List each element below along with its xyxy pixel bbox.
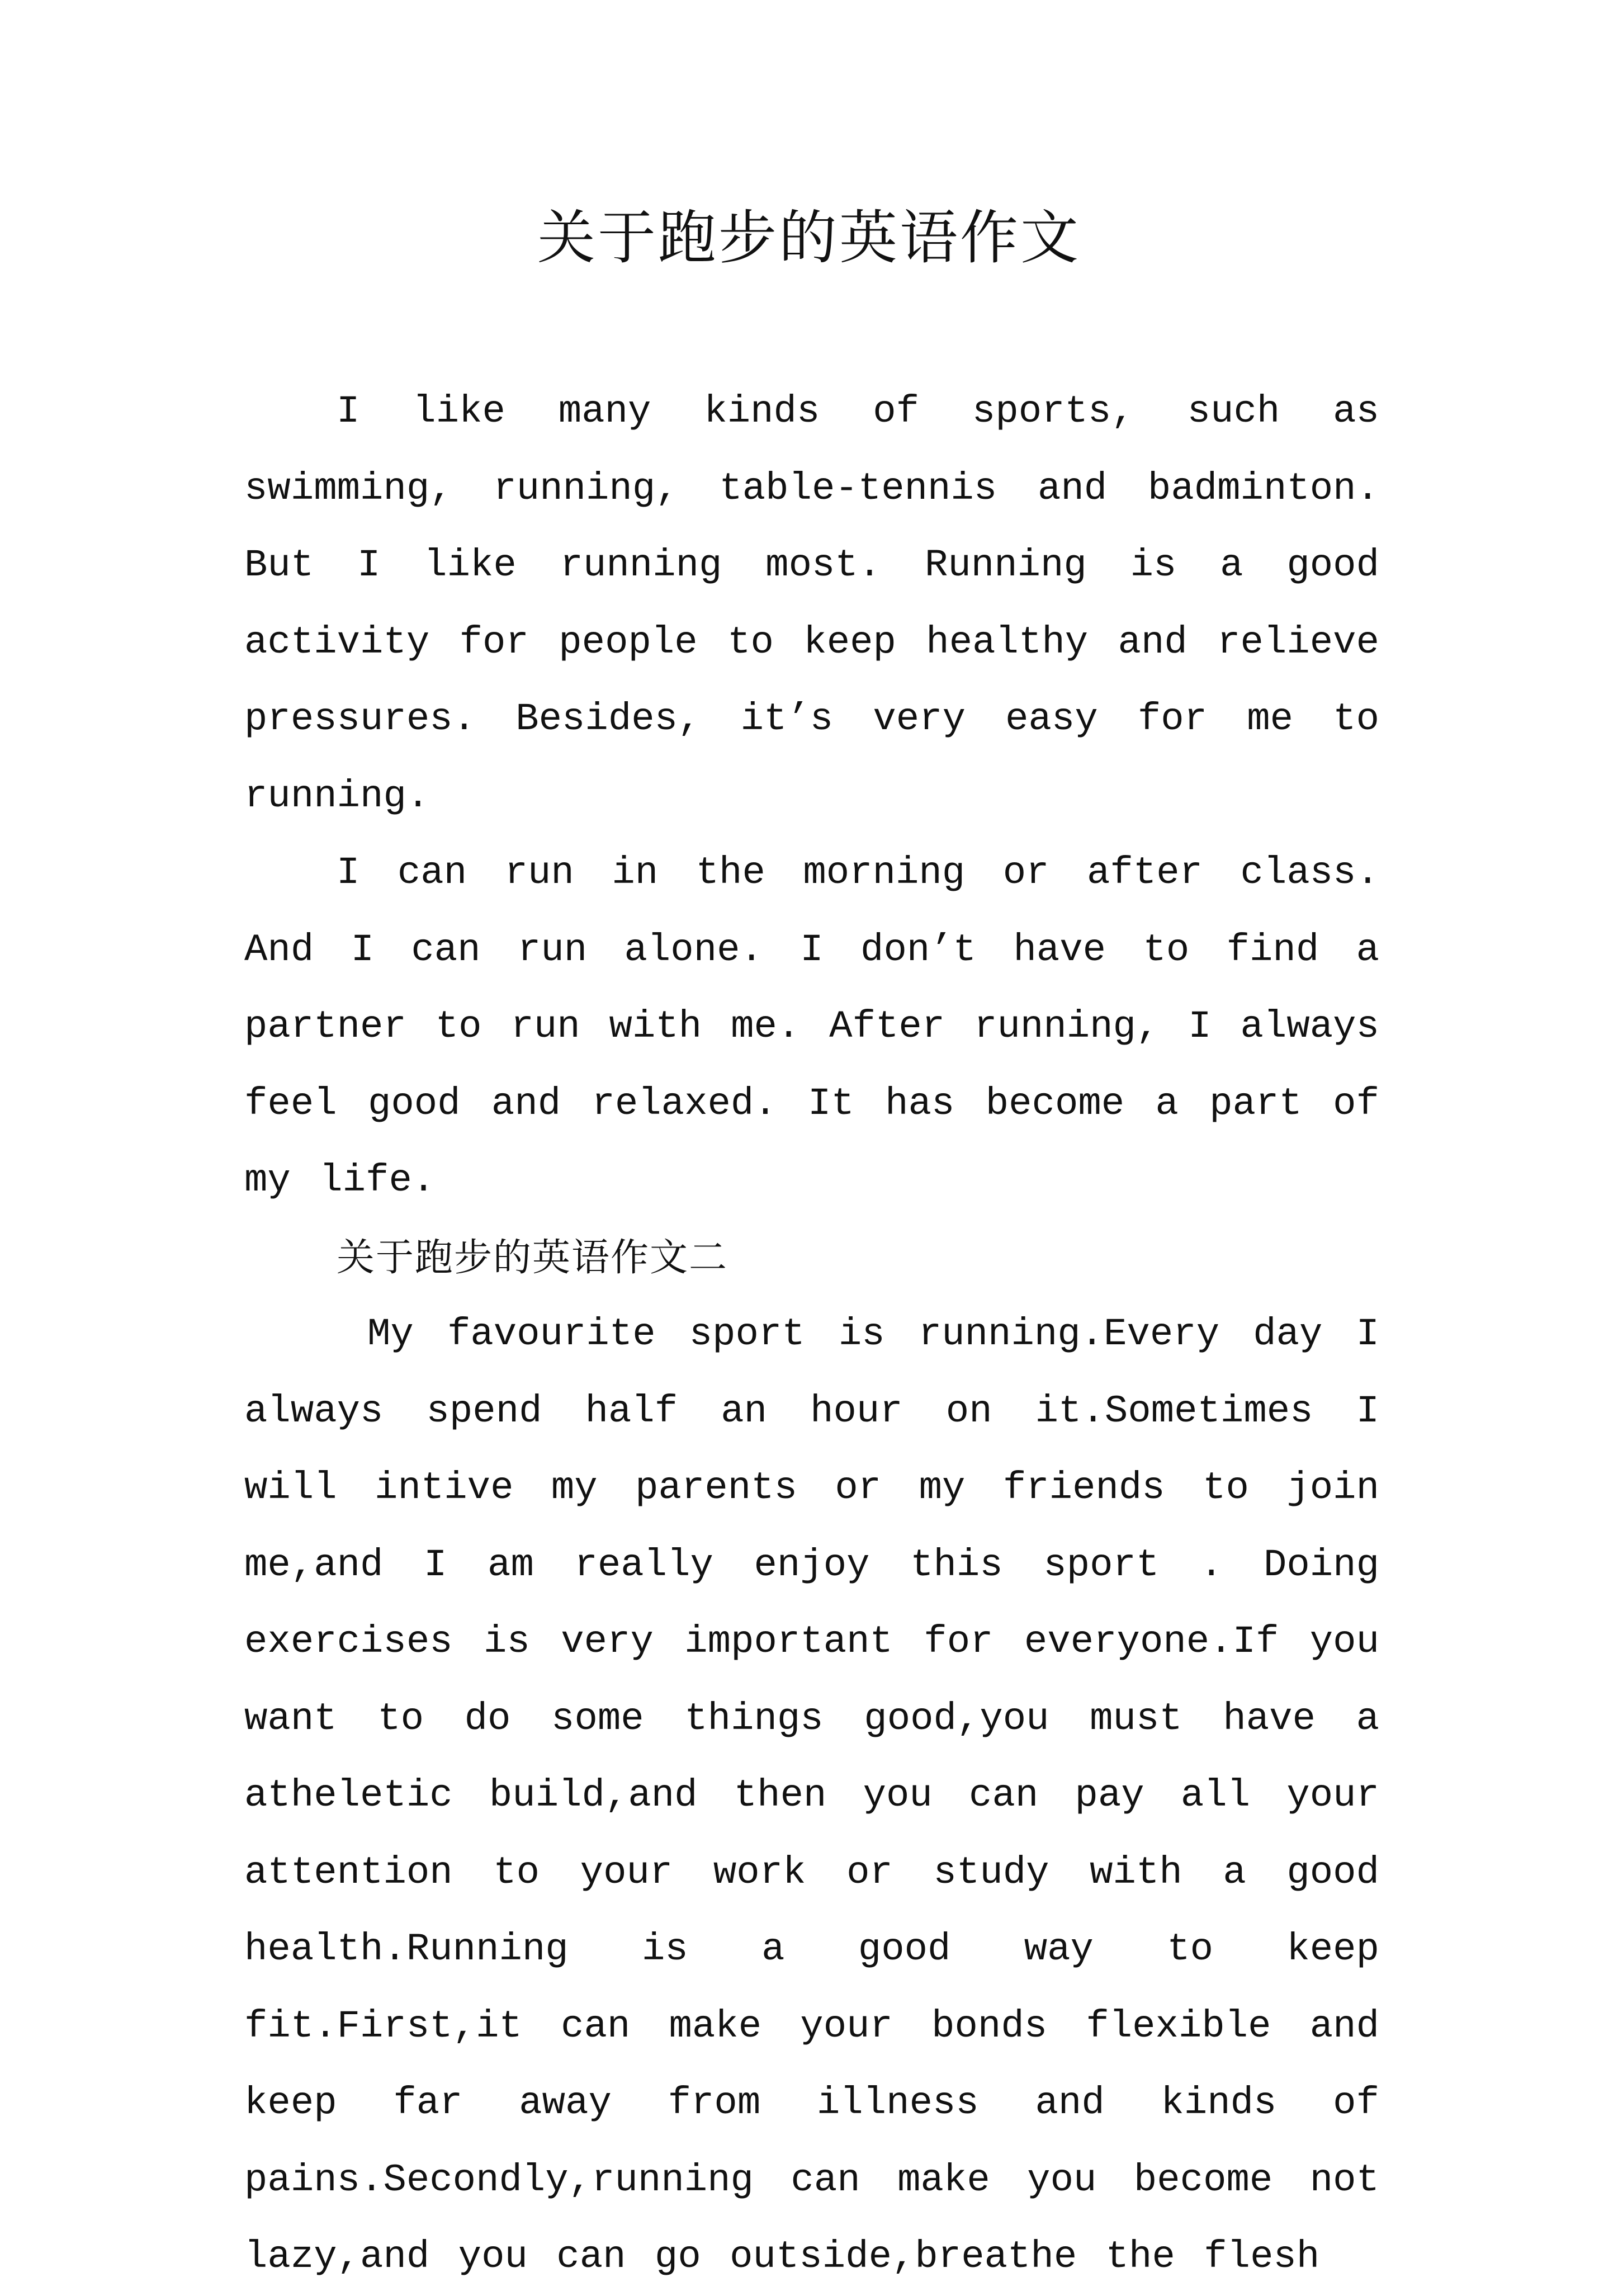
page-title: 关于跑步的英语作文 [537, 204, 1081, 272]
section-heading: 关于跑步的英语作文二 [337, 1235, 728, 1280]
paragraph-3: My favourite sport is running.Every day I always spend half an hour on it.Sometimes I will intive my parents or my friends to join me,and I am really enjoy this sport . Doing exercises is very important for everyone.If you want to do some things good,you must have a atheletic build,and then you can pay all your attention to your work or study with a good health.Running is a good way to keep fit.First,it can make your bonds flexible and keep far away from illness and kinds of pains.Secondly,running can make you become not lazy,and you can go outside,breathe the flesh [244, 1312, 1379, 2279]
paragraph-2: I can run in the morning or after class. And I can run alone. I don’t have to find a partner to run with me. After running, I always feel good and relaxed. It has become a part of my life. [244, 851, 1379, 1202]
paragraph-1: I like many kinds of sports, such as swimming, running, table-tennis and badminton. But I like running most. Running is a good activity for people to keep healthy and relieve pressures. Besides, it’s very easy for me to running. [244, 390, 1379, 818]
document-body [244, 374, 1379, 2296]
